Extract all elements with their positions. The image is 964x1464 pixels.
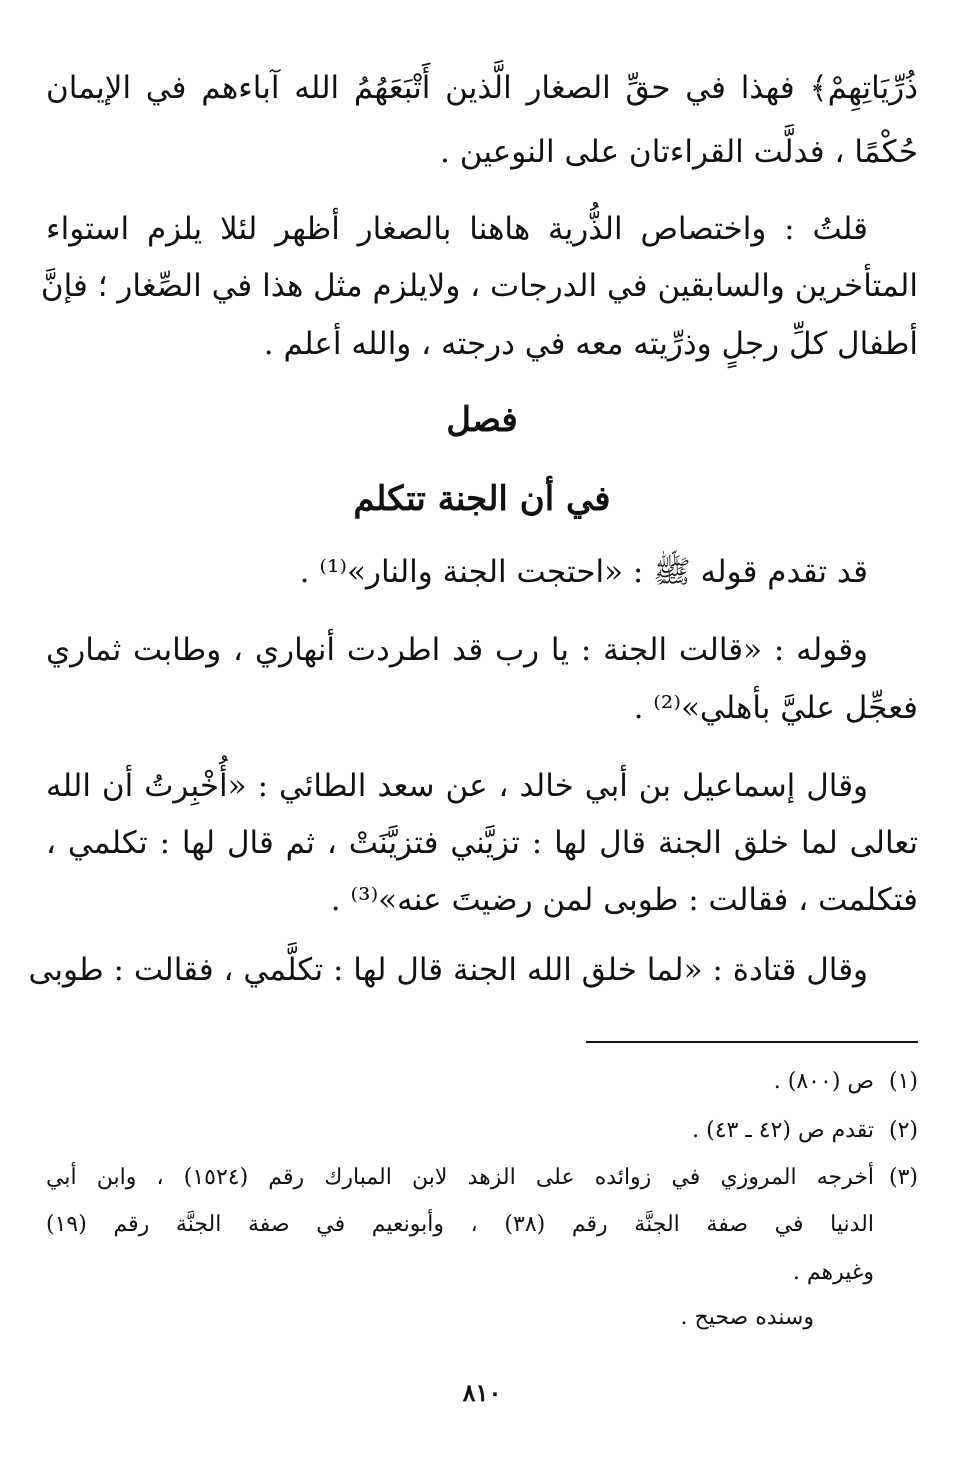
footnote-text: وغيرهم . [792, 1260, 874, 1285]
body-line: وقال قتادة : «لما خلق الله الجنة قال لها : تكلَّمي ، فقالت : طوبى [28, 952, 868, 988]
footnote-number: (٣) [888, 1165, 918, 1190]
section-label: فصل [446, 400, 518, 440]
footnote-divider [586, 1041, 918, 1043]
body-line: قد تقدم قوله ﷺ : «احتجت الجنة والنار»⁽¹⁾ . [299, 554, 868, 590]
body-line: قلتُ : واختصاص الذُّرية هاهنا بالصغار أظهر لئلا يلزم استواء [46, 211, 868, 247]
body-line: تعالى لما خلق الجنة قال لها : تزيَّني فتزيَّنَتْ ، ثم قال لها : تكلمي ، [46, 825, 918, 861]
body-line: فعجِّل عليَّ بأهلي»⁽²⁾ . [633, 690, 918, 726]
footnote-note: وسنده صحيح . [680, 1305, 814, 1330]
body-line: ذُرِّيَاتِهِمْ﴾ فهذا في حقِّ الصغار الَّذين أَتْبَعَهُمُ الله آباءهم في الإيمان [46, 70, 918, 106]
footnote-2 [46, 1116, 918, 1146]
body-line: أطفال كلِّ رجلٍ وذرِّيته معه في درجته ، والله أعلم . [263, 326, 918, 362]
footnote-number: (١) [888, 1069, 918, 1094]
footnote-text: الدنيا في صفة الجنَّة رقم (٣٨) ، وأبونعيم في صفة الجنَّة رقم (١٩) [46, 1212, 874, 1237]
footnote-text: تقدم ص (٤٢ ـ ٤٣) . [692, 1118, 874, 1143]
footnote-text: أخرجه المروزي في زوائده على الزهد لابن المبارك رقم (١٥٢٤) ، وابن أبي [46, 1165, 874, 1190]
footnote-1 [46, 1067, 918, 1097]
section-title: في أن الجنة تتكلم [353, 479, 611, 519]
body-line: المتأخرين والسابقين في الدرجات ، ولايلزم مثل هذا في الصِّغار ؛ فإنَّ [40, 268, 918, 304]
body-line: فتكلمت ، فقالت : طوبى لمن رضيتَ عنه»⁽³⁾ . [330, 882, 918, 918]
footnote-text: ص (٨٠٠) . [773, 1069, 874, 1094]
body-line: حُكْمًا ، فدلَّت القراءتان على النوعين . [440, 134, 918, 170]
footnote-number: (٢) [888, 1118, 918, 1143]
body-line: وقال إسماعيل بن أبي خالد ، عن سعد الطائي : «أُخْبِرتُ أن الله [46, 768, 868, 804]
body-line: وقوله : «قالت الجنة : يا رب قد اطردت أنهاري ، وطابت ثماري [46, 632, 868, 668]
page-number: ٨١٠ [462, 1378, 502, 1407]
